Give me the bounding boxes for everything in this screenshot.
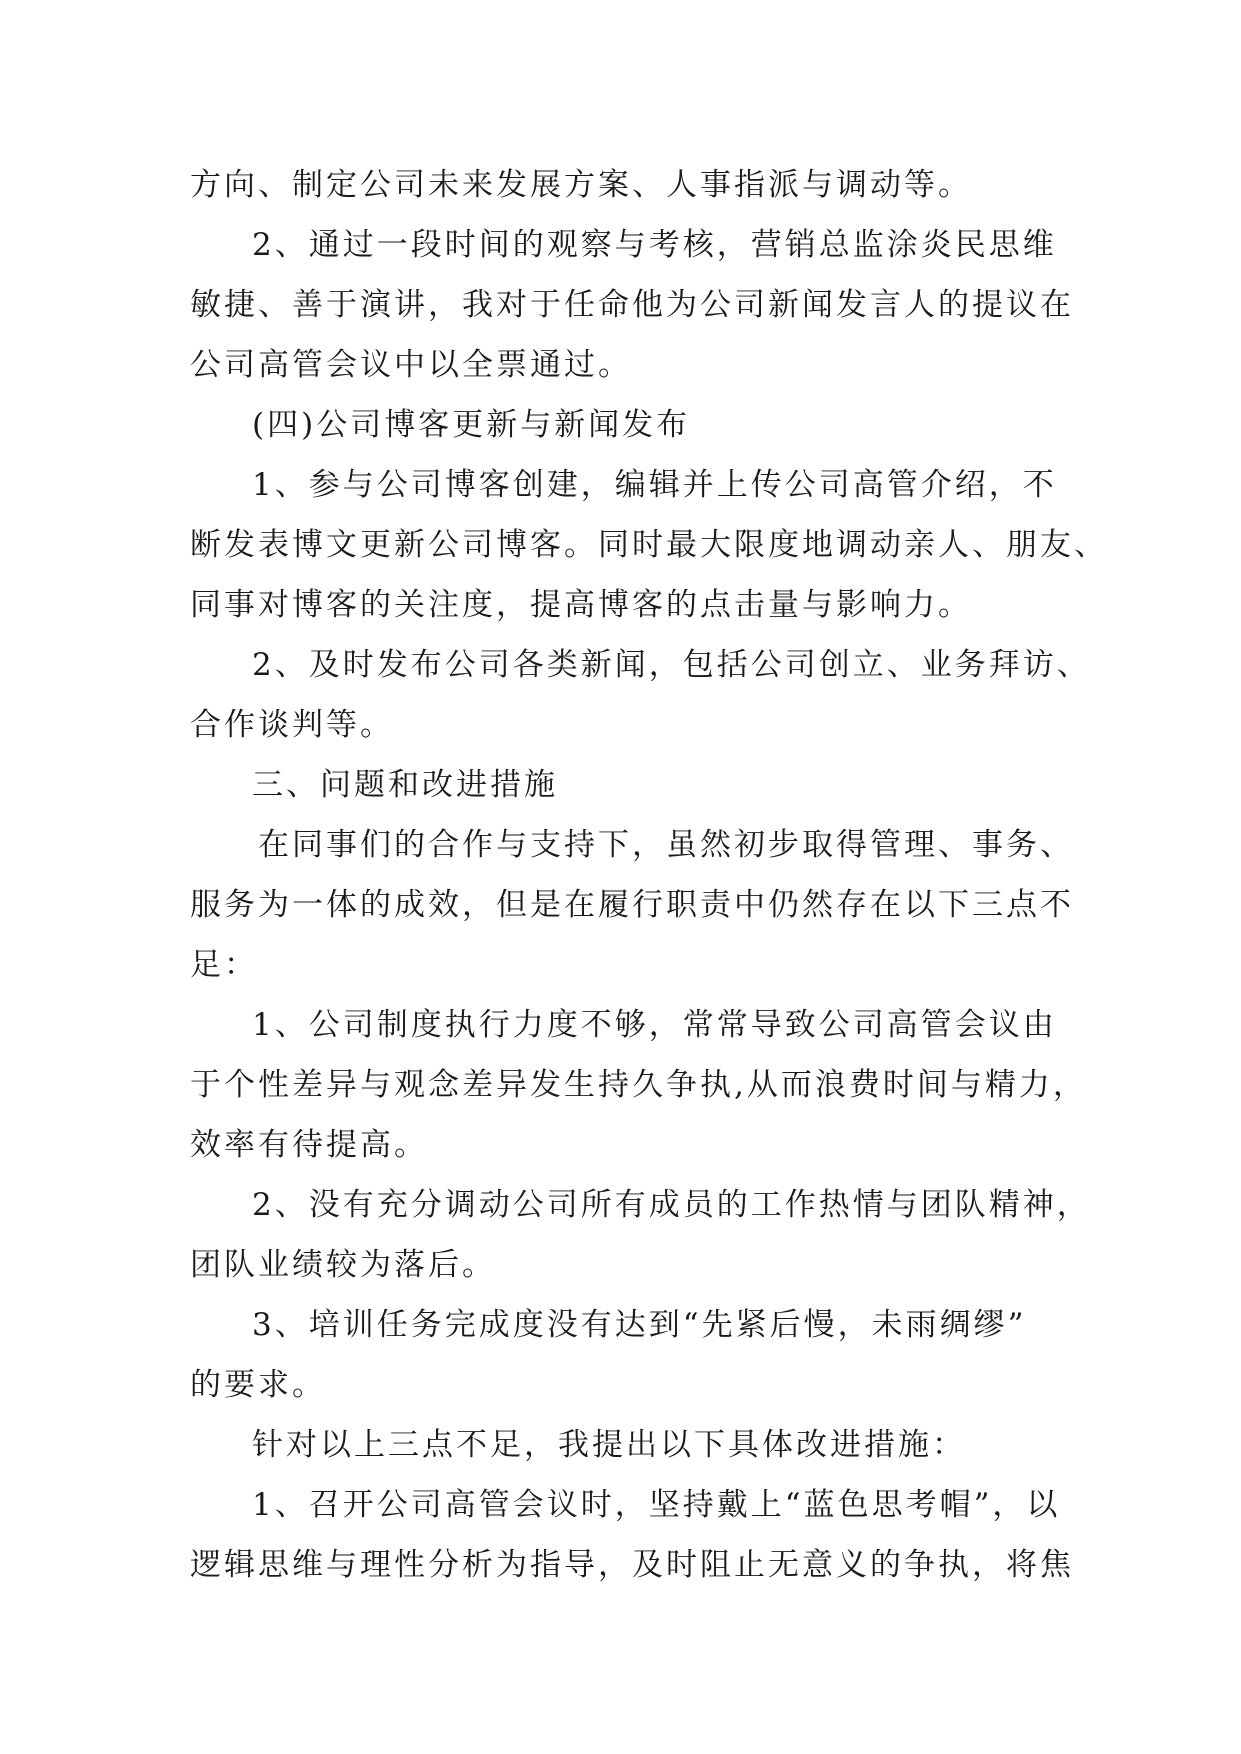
paragraph-line: 方向、制定公司未来发展方案、人事指派与调动等。 <box>190 167 972 203</box>
paragraph-line: (四)公司博客更新与新闻发布 <box>252 407 691 443</box>
paragraph-line: 效率有待提高。 <box>190 1127 428 1163</box>
paragraph-line: 团队业绩较为落后。 <box>190 1247 496 1283</box>
paragraph-line: 合作谈判等。 <box>190 707 394 743</box>
paragraph-line: 1、参与公司博客创建，编辑并上传公司高管介绍，不 <box>252 467 1057 503</box>
paragraph-line: 2、及时发布公司各类新闻，包括公司创立、业务拜访、 <box>252 647 1091 683</box>
document-body <box>190 155 1108 1595</box>
paragraph-line: 针对以上三点不足，我提出以下具体改进措施： <box>252 1427 966 1463</box>
paragraph-line: 2、通过一段时间的观察与考核，营销总监涂炎民思维 <box>252 227 1057 263</box>
paragraph-line: 在同事们的合作与支持下，虽然初步取得管理、事务、 <box>258 827 1074 863</box>
paragraph-line: 服务为一体的成效，但是在履行职责中仍然存在以下三点不 <box>190 887 1074 923</box>
paragraph-line: 断发表博文更新公司博客。同时最大限度地调动亲人、朋友、 <box>190 527 1108 563</box>
paragraph-line: 足： <box>190 947 258 983</box>
paragraph-line: 同事对博客的关注度，提高博客的点击量与影响力。 <box>190 587 972 623</box>
paragraph-line: 敏捷、善于演讲，我对于任命他为公司新闻发言人的提议在 <box>190 287 1074 323</box>
paragraph-line: 2、没有充分调动公司所有成员的工作热情与团队精神， <box>252 1187 1091 1223</box>
paragraph-line: 1、召开公司高管会议时，坚持戴上“蓝色思考帽”，以 <box>252 1487 1061 1523</box>
paragraph-line: 逻辑思维与理性分析为指导，及时阻止无意义的争执，将焦 <box>190 1547 1074 1583</box>
paragraph-line: 于个性差异与观念差异发生持久争执,从而浪费时间与精力， <box>190 1067 1087 1103</box>
paragraph-line: 1、公司制度执行力度不够，常常导致公司高管会议由 <box>252 1007 1057 1043</box>
paragraph-line: 三、问题和改进措施 <box>252 767 558 803</box>
paragraph-line: 公司高管会议中以全票通过。 <box>190 347 632 383</box>
paragraph-line: 的要求。 <box>190 1367 326 1403</box>
paragraph-line: 3、培训任务完成度没有达到“先紧后慢，未雨绸缪” <box>252 1307 1027 1343</box>
